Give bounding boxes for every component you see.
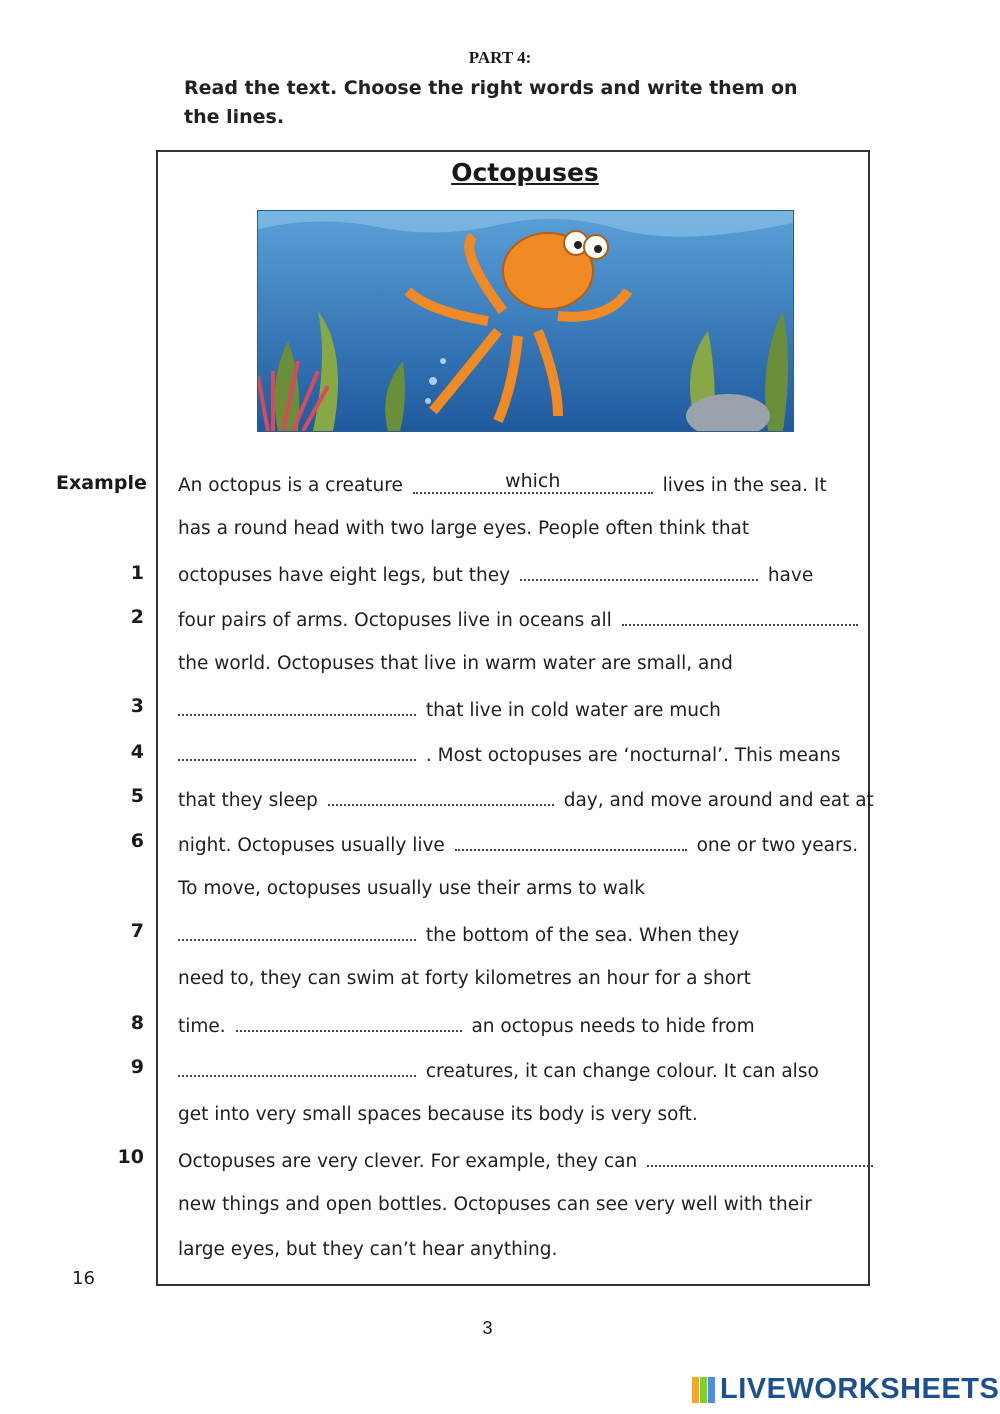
example-label: Example: [56, 472, 147, 494]
page-number: 3: [482, 1318, 493, 1338]
text-line: [178, 1149, 868, 1172]
text-line: new things and open bottles. Octopuses can see very well with their: [178, 1194, 812, 1215]
text-segment: an octopus needs to hide from: [471, 1016, 755, 1037]
question-number-10: 10: [117, 1146, 144, 1168]
text-segment: day, and move around and eat at: [563, 790, 874, 811]
question-number-2: 2: [130, 606, 144, 628]
brand-logo-group: [692, 1373, 999, 1406]
text-segment: that live in cold water are much: [425, 700, 721, 721]
example-answer: which: [413, 470, 653, 494]
text-line: [178, 743, 868, 766]
question-number-8: 8: [130, 1012, 144, 1034]
text-line: [178, 1014, 868, 1037]
text-segment: octopuses have eight legs, but they: [178, 565, 511, 586]
question-number-5: 5: [130, 785, 144, 807]
text-segment: one or two years.: [696, 835, 859, 856]
text-segment: An octopus is a creature: [178, 475, 403, 496]
text-segment: the bottom of the sea. When they: [425, 925, 740, 946]
answer-blank-9[interactable]: [178, 1059, 416, 1077]
question-number-4: 4: [130, 741, 144, 763]
text-line: the world. Octopuses that live in warm water are small, and: [178, 653, 733, 674]
answer-blank-10[interactable]: [647, 1149, 873, 1167]
brand-name: LIVEWORKSHEETS: [720, 1373, 1000, 1405]
text-segment: night. Octopuses usually live: [178, 835, 445, 856]
text-line: [178, 1059, 868, 1082]
text-line: [178, 608, 868, 631]
answer-blank-5[interactable]: [328, 788, 554, 806]
answer-blank-1[interactable]: [520, 563, 758, 581]
text-line: [178, 470, 868, 498]
text-line: large eyes, but they can’t hear anything.: [178, 1239, 558, 1260]
text-segment: Octopuses are very clever. For example, they can: [178, 1151, 638, 1172]
text-line: [178, 923, 868, 946]
book-page-number: 16: [72, 1268, 95, 1289]
part-title: PART 4:: [468, 48, 532, 67]
answer-blank-7[interactable]: [178, 923, 416, 941]
text-segment: creatures, it can change colour. It can also: [425, 1061, 819, 1082]
octopus-illustration: [257, 210, 794, 432]
answer-blank-8[interactable]: [236, 1014, 462, 1032]
text-segment: have: [767, 565, 814, 586]
answer-blank-6[interactable]: [455, 833, 687, 851]
text-line: need to, they can swim at forty kilometres an hour for a short: [178, 968, 751, 989]
text-line: get into very small spaces because its body is very soft.: [178, 1104, 698, 1125]
answer-blank-3[interactable]: [178, 698, 416, 716]
question-number-7: 7: [130, 920, 144, 942]
question-number-6: 6: [130, 830, 144, 852]
story-title: Octopuses: [451, 158, 599, 187]
answer-blank-2[interactable]: [622, 608, 858, 626]
text-line: [178, 698, 868, 721]
text-line: [178, 833, 868, 856]
text-segment: . Most octopuses are ‘nocturnal’. This means: [425, 745, 841, 766]
text-segment: that they sleep: [178, 790, 318, 811]
text-line: [178, 563, 868, 586]
text-line: [178, 788, 874, 811]
question-number-9: 9: [130, 1056, 144, 1078]
question-number-1: 1: [130, 562, 144, 584]
liveworksheets-logo-icon: [692, 1377, 716, 1403]
text-segment: four pairs of arms. Octopuses live in oceans all: [178, 610, 612, 631]
question-number-3: 3: [130, 695, 144, 717]
instruction-text: Read the text. Choose the right words and write them on the lines.: [184, 77, 798, 128]
text-segment: time.: [178, 1016, 226, 1037]
text-segment: lives in the sea. It: [662, 475, 827, 496]
text-line: has a round head with two large eyes. People often think that: [178, 518, 750, 539]
text-line: To move, octopuses usually use their arms to walk: [178, 878, 645, 899]
answer-blank-4[interactable]: [178, 743, 416, 761]
